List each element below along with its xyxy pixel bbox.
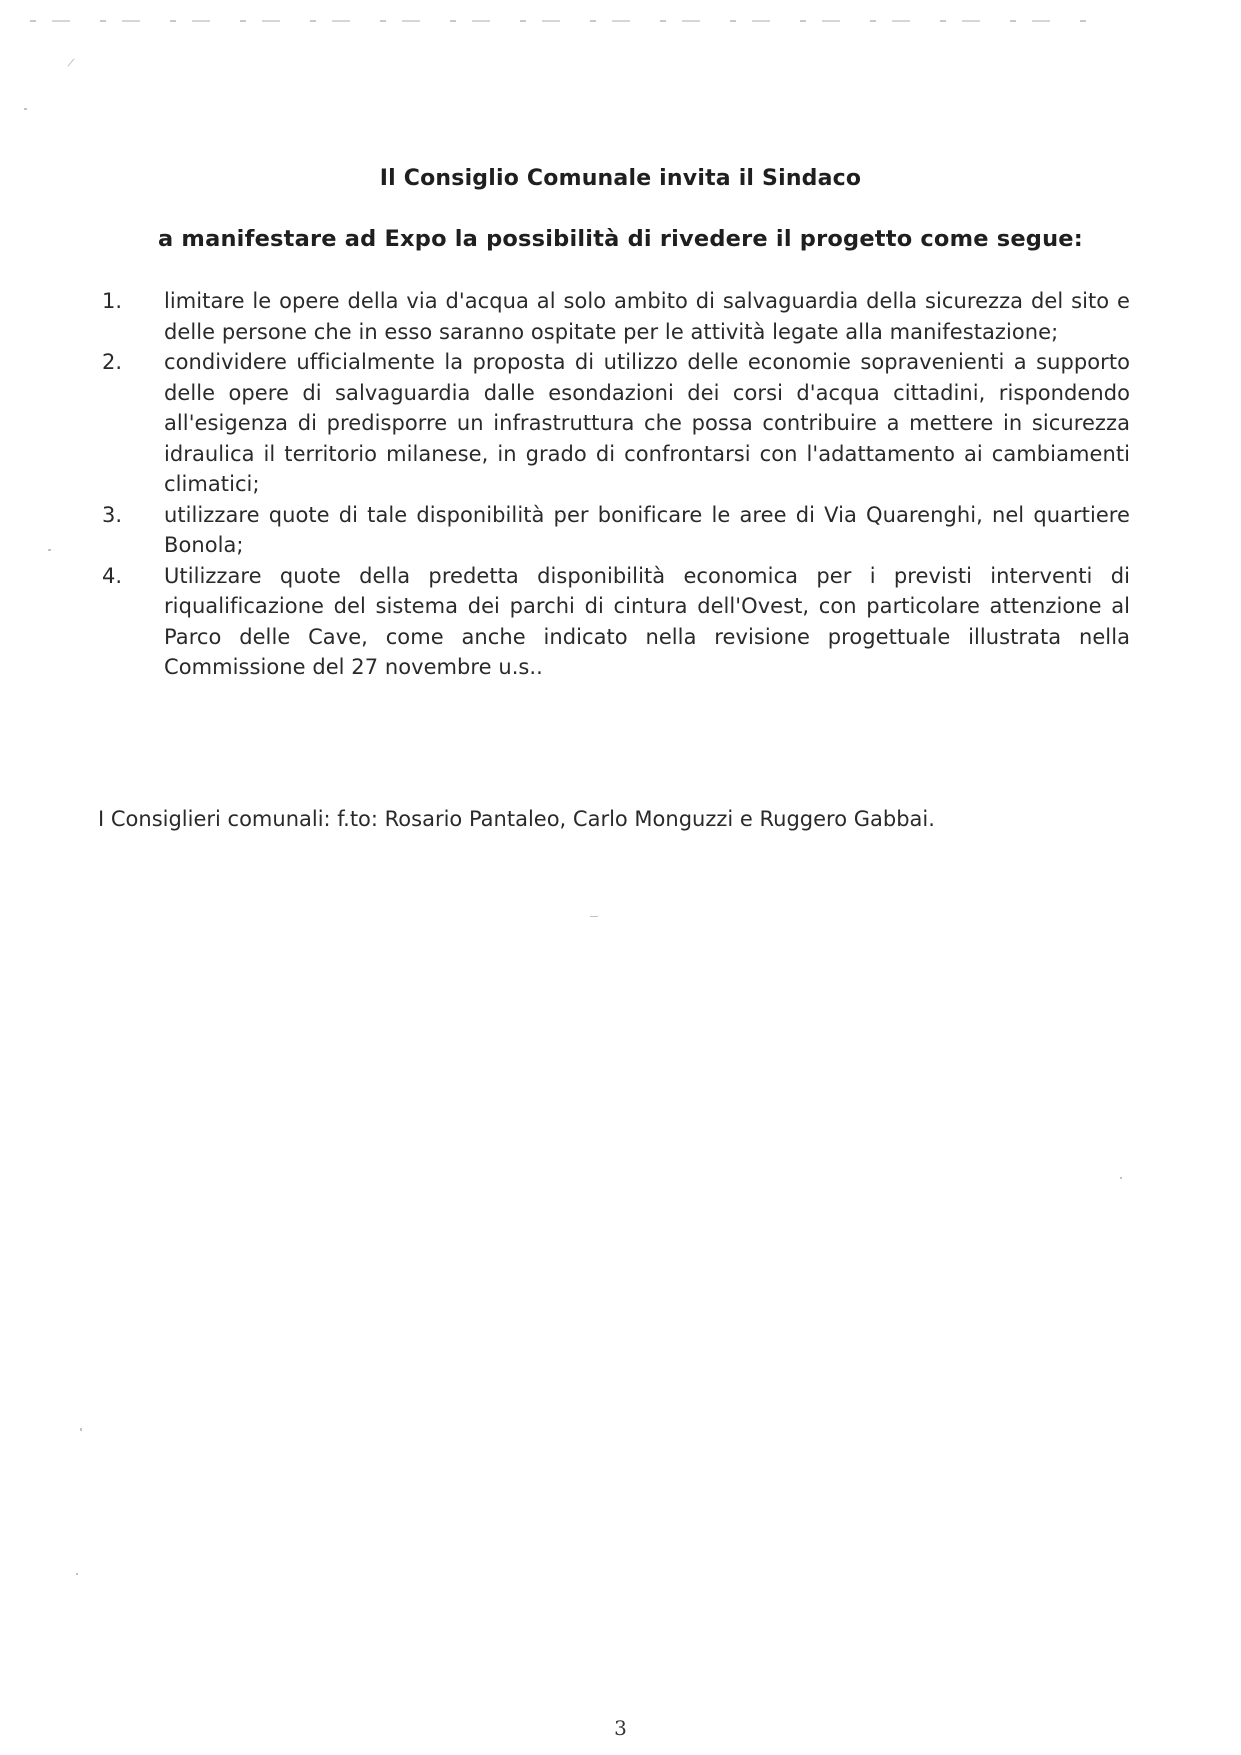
scan-artifact-mark bbox=[590, 916, 598, 917]
signatures-line: I Consiglieri comunali: f.to: Rosario Pantaleo, Carlo Monguzzi e Ruggero Gabbai. bbox=[98, 807, 935, 831]
heading-invitation: Il Consiglio Comunale invita il Sindaco bbox=[379, 166, 862, 191]
scan-artifact-mark bbox=[76, 1573, 78, 1575]
scan-artifact-mark bbox=[24, 108, 27, 110]
list-item-text: Utilizzare quote della predetta disponibilità economica per i previsti interventi di riqualificazione del sistema dei parchi di cintura dell'Ovest, con particolare attenzione al Parco delle Cave, come anche indicato nella revisione progettuale illustrata nella Commissione del 27 novembre u.s.. bbox=[164, 563, 1130, 679]
list-item-text: limitare le opere della via d'acqua al solo ambito di salvaguardia della sicurezza del sito e delle persone che in esso saranno ospitate per le attività legate alla manifestazione; bbox=[164, 289, 1130, 344]
scan-artifact-mark bbox=[80, 1428, 82, 1431]
list-item bbox=[100, 286, 1130, 347]
proposal-list bbox=[100, 286, 1130, 683]
list-item-number: 1. bbox=[102, 289, 123, 313]
list-item bbox=[100, 500, 1130, 561]
scan-artifact-top bbox=[30, 20, 1090, 22]
list-item-number: 2. bbox=[102, 350, 123, 374]
scan-artifact-mark bbox=[1120, 1177, 1122, 1179]
list-item bbox=[100, 561, 1130, 683]
list-item-text: condividere ufficialmente la proposta di utilizzo delle economie sopravenienti a supporto delle opere di salvaguardia dalle esondazioni dei corsi d'acqua cittadini, rispondendo all'esigenza di predisporre un infrastruttura che possa contribuire a mettere in sicurezza idraulica il territorio milanese, in grado di confrontarsi con l'adattamento ai cambiamenti climatici; bbox=[164, 350, 1130, 496]
list-item-text: utilizzare quote di tale disponibilità per bonificare le aree di Via Quarenghi, nel quartiere Bonola; bbox=[164, 502, 1130, 557]
scan-artifact-mark bbox=[67, 58, 74, 66]
heading-request: a manifestare ad Expo la possibilità di rivedere il progetto come segue: bbox=[158, 226, 1083, 252]
list-item bbox=[100, 347, 1130, 500]
scan-artifact-mark bbox=[48, 549, 51, 551]
list-item-number: 4. bbox=[102, 563, 123, 588]
page-number: 3 bbox=[614, 1716, 627, 1740]
list-item-number: 3. bbox=[102, 502, 123, 527]
